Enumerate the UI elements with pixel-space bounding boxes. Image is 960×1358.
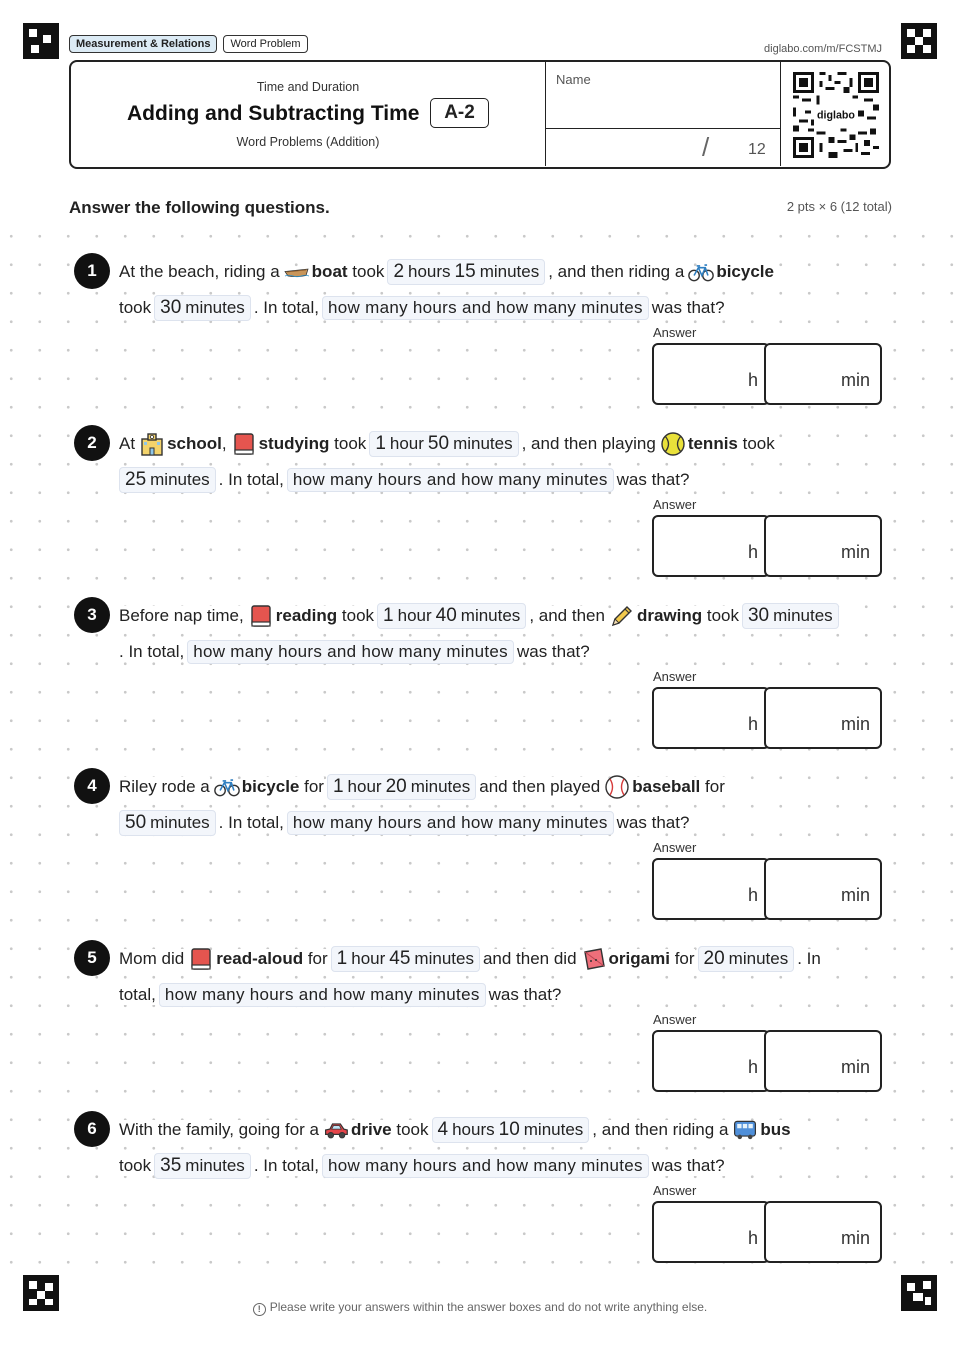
- bicycle-icon: [214, 774, 240, 800]
- question-line: [119, 465, 689, 495]
- name-label: Name: [556, 72, 591, 87]
- answer-minutes-box[interactable]: [764, 687, 882, 749]
- question-text: was that?: [651, 298, 725, 317]
- question-text: , and then: [529, 606, 605, 625]
- origami-icon: [581, 946, 607, 972]
- question-text: for: [674, 949, 695, 968]
- duration-box: 1 hour 20 minutes: [327, 774, 476, 800]
- hours-unit: h: [747, 1228, 758, 1248]
- question-line: [119, 601, 842, 631]
- answer-minutes-box[interactable]: [764, 515, 882, 577]
- question-line: [119, 808, 689, 838]
- question-line: [119, 772, 725, 802]
- worksheet-code: A-2: [430, 98, 489, 128]
- activity-label: boat: [311, 262, 348, 281]
- question-text: was that?: [651, 1156, 725, 1175]
- activity-label: origami: [608, 949, 670, 968]
- question-text: total,: [119, 985, 156, 1004]
- answer-hours-box[interactable]: [652, 1201, 770, 1263]
- answer-label: Answer: [653, 840, 697, 855]
- answer-label: Answer: [653, 325, 697, 340]
- answer-hours-box[interactable]: [652, 858, 770, 920]
- question-line: [119, 637, 590, 667]
- ask-box: how many hours and how many minutes: [187, 640, 514, 664]
- question-text: took: [334, 434, 367, 453]
- duration-box: 2 hours 15 minutes: [387, 259, 545, 285]
- info-icon: !: [253, 1303, 266, 1316]
- answer-minutes-box[interactable]: [764, 343, 882, 405]
- pencil-icon: [609, 603, 635, 629]
- ask-box: how many hours and how many minutes: [287, 811, 614, 835]
- question-line: [119, 257, 774, 287]
- title-area: [71, 62, 545, 166]
- activity-label: baseball: [632, 777, 701, 796]
- question-number: 2: [74, 425, 110, 461]
- question-text: was that?: [516, 642, 590, 661]
- question-2: [0, 425, 960, 597]
- answer-minutes-box[interactable]: [764, 1201, 882, 1263]
- activity-label: read-aloud: [216, 949, 304, 968]
- duration-box: 35 minutes: [154, 1153, 251, 1179]
- minutes-unit: min: [840, 542, 870, 562]
- question-text: for: [705, 777, 725, 796]
- book-icon: [248, 603, 274, 629]
- question-line: [119, 293, 725, 323]
- tennis-ball-icon: [660, 431, 686, 457]
- hours-unit: h: [747, 885, 758, 905]
- activity-label: bicycle: [241, 777, 300, 796]
- question-text: and then played: [479, 777, 601, 796]
- question-line: [119, 980, 561, 1010]
- question-text: Mom did: [119, 949, 185, 968]
- question-text: With the family, going for a: [119, 1120, 319, 1139]
- hours-unit: h: [747, 542, 758, 562]
- ask-box: how many hours and how many minutes: [287, 468, 614, 492]
- subtitle: Word Problems (Addition): [236, 135, 380, 149]
- tag-group: [69, 35, 308, 53]
- question-text: . In total,: [218, 813, 284, 832]
- place-label: school: [167, 434, 222, 453]
- activity-label: reading: [275, 606, 338, 625]
- question-text: and then did: [482, 949, 577, 968]
- question-text: was that?: [488, 985, 562, 1004]
- question-line: [119, 429, 775, 459]
- question-number: 5: [74, 940, 110, 976]
- question-text: , and then riding a: [592, 1120, 729, 1139]
- ask-box: how many hours and how many minutes: [322, 296, 649, 320]
- minutes-unit: min: [840, 714, 870, 734]
- question-text: took: [352, 262, 385, 281]
- duration-box: 20 minutes: [698, 946, 795, 972]
- boat-icon: [284, 259, 310, 285]
- category-tag: Measurement & Relations: [69, 35, 217, 53]
- question-text: . In: [797, 949, 821, 968]
- answer-minutes-box[interactable]: [764, 1030, 882, 1092]
- minutes-unit: min: [840, 885, 870, 905]
- question-text: Riley rode a: [119, 777, 210, 796]
- qr-code-icon[interactable]: [793, 72, 879, 158]
- question-number: 1: [74, 253, 110, 289]
- activity-label: bus: [760, 1120, 791, 1139]
- question-text: At the beach, riding a: [119, 262, 280, 281]
- site-url[interactable]: diglabo.com/m/FCSTMJ: [764, 43, 882, 55]
- footer-note: [0, 1300, 960, 1316]
- question-text: At: [119, 434, 136, 453]
- minutes-unit: min: [840, 1228, 870, 1248]
- book-icon: [231, 431, 257, 457]
- page-title: Adding and Subtracting Time: [127, 102, 420, 125]
- registration-marker-top-left: [23, 23, 59, 59]
- duration-box: 1 hour 45 minutes: [331, 946, 480, 972]
- question-text: ,: [221, 434, 227, 453]
- name-divider: [546, 128, 780, 129]
- activity-label: bicycle: [716, 262, 774, 281]
- footer-text: Please write your answers within the answer boxes and do not write anything else.: [269, 1300, 708, 1314]
- question-text: took: [119, 1156, 152, 1175]
- minutes-unit: min: [840, 370, 870, 390]
- bicycle-icon: [688, 259, 714, 285]
- question-text: took: [119, 298, 152, 317]
- hours-unit: h: [747, 370, 758, 390]
- question-text: was that?: [616, 470, 690, 489]
- question-5: [0, 940, 960, 1112]
- question-number: 3: [74, 597, 110, 633]
- activity-label: drive: [351, 1120, 392, 1139]
- question-text: took: [341, 606, 375, 625]
- bus-icon: [732, 1117, 758, 1143]
- answer-hours-box[interactable]: [652, 687, 770, 749]
- ask-box: how many hours and how many minutes: [159, 983, 486, 1007]
- question-4: [0, 768, 960, 940]
- question-text: Before nap time,: [119, 606, 244, 625]
- question-text: took: [396, 1120, 429, 1139]
- answer-label: Answer: [653, 669, 697, 684]
- question-text: took: [706, 606, 739, 625]
- duration-box: 30 minutes: [742, 603, 839, 629]
- question-line: [119, 944, 821, 974]
- type-tag: Word Problem: [223, 35, 307, 53]
- minutes-unit: min: [840, 1057, 870, 1077]
- question-text: for: [307, 949, 328, 968]
- duration-box: 1 hour 40 minutes: [377, 603, 526, 629]
- score-slash: /: [702, 132, 710, 162]
- activity-label: drawing: [636, 606, 703, 625]
- qr-label: diglabo: [817, 109, 855, 122]
- answer-label: Answer: [653, 497, 697, 512]
- question-text: , and then playing: [521, 434, 656, 453]
- answer-label: Answer: [653, 1183, 697, 1198]
- question-text: . In total,: [218, 470, 284, 489]
- question-3: [0, 597, 960, 769]
- question-text: , and then riding a: [548, 262, 685, 281]
- car-icon: [323, 1117, 349, 1143]
- ask-box: how many hours and how many minutes: [322, 1154, 649, 1178]
- question-text: was that?: [616, 813, 690, 832]
- answer-hours-box[interactable]: [652, 515, 770, 577]
- duration-box: 30 minutes: [154, 295, 251, 321]
- question-text: . In total,: [253, 298, 320, 317]
- question-number: 6: [74, 1111, 110, 1147]
- duration-box: 1 hour 50 minutes: [369, 431, 518, 457]
- question-text: . In total,: [253, 1156, 320, 1175]
- book-icon: [188, 946, 214, 972]
- question-text: . In total,: [119, 642, 185, 661]
- question-1: [0, 253, 960, 425]
- answer-hours-box[interactable]: [652, 1030, 770, 1092]
- score-total: 12: [748, 141, 766, 158]
- question-6: [0, 1111, 960, 1283]
- answer-minutes-box[interactable]: [764, 858, 882, 920]
- answer-hours-box[interactable]: [652, 343, 770, 405]
- baseball-icon: [604, 774, 630, 800]
- activity-label: studying: [258, 434, 330, 453]
- hours-unit: h: [747, 714, 758, 734]
- answer-label: Answer: [653, 1012, 697, 1027]
- registration-marker-top-right: [901, 23, 937, 59]
- instruction: Answer the following questions.: [69, 198, 334, 218]
- school-icon: [139, 431, 165, 457]
- duration-box: 25 minutes: [119, 467, 216, 493]
- hours-unit: h: [747, 1057, 758, 1077]
- duration-box: 4 hours 10 minutes: [432, 1117, 590, 1143]
- points-info: 2 pts × 6 (12 total): [700, 199, 892, 214]
- activity-label: tennis: [687, 434, 738, 453]
- question-line: [119, 1115, 791, 1145]
- question-line: [119, 1151, 725, 1181]
- question-text: for: [304, 777, 324, 796]
- worksheet-header: [69, 60, 891, 169]
- duration-box: 50 minutes: [119, 810, 216, 836]
- name-score-area: [545, 62, 781, 166]
- unit-label: Time and Duration: [256, 80, 360, 94]
- question-text: took: [742, 434, 775, 453]
- question-number: 4: [74, 768, 110, 804]
